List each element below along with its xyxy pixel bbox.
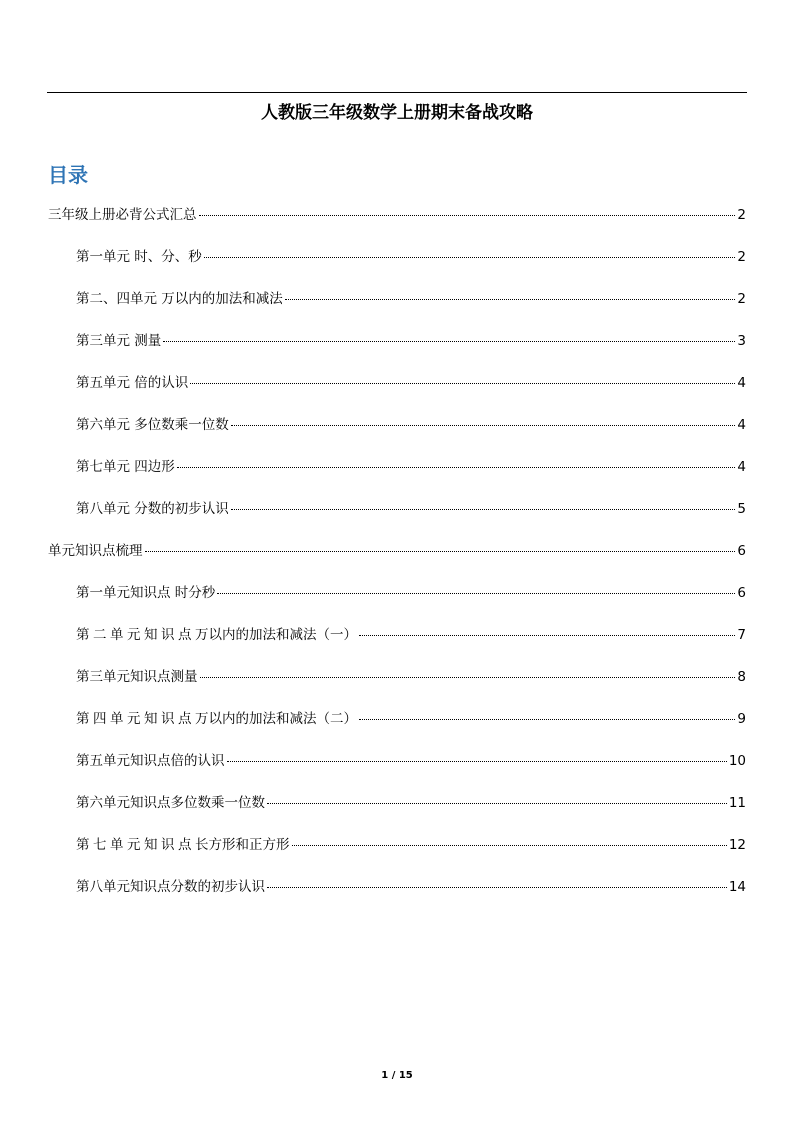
toc-entry-formula-summary[interactable] [48, 204, 746, 226]
toc-leader-dots [204, 257, 736, 258]
toc-entry-kp-unit1[interactable] [76, 582, 746, 604]
toc-entry-kp-unit7[interactable] [76, 834, 746, 856]
toc-page-number: 4 [737, 459, 746, 475]
toc-entry-label [76, 708, 357, 730]
toc-leader-dots [359, 635, 735, 636]
toc-page-number: 7 [737, 627, 746, 643]
toc-entry-unit8[interactable] [76, 498, 746, 520]
toc-page-number: 9 [737, 711, 746, 727]
toc-page-number: 4 [737, 375, 746, 391]
toc-entry-label: 三年级上册必背公式汇总 [48, 207, 197, 223]
toc-entry-kp-unit2[interactable] [76, 624, 746, 646]
toc-page-number: 8 [737, 669, 746, 685]
toc-leader-dots [267, 887, 727, 888]
toc-page-number: 4 [737, 417, 746, 433]
toc-page-number: 2 [737, 207, 746, 223]
toc-entry-kp-unit3[interactable] [76, 666, 746, 688]
toc-entry-label: 第一单元知识点 时分秒 [76, 585, 216, 601]
toc-leader-dots [145, 551, 736, 552]
toc-page-number: 5 [737, 501, 746, 517]
toc-entry-label-spaced: 第四单元知识点 [76, 711, 195, 727]
toc-page-number: 2 [737, 291, 746, 307]
toc-page-number: 14 [728, 879, 746, 895]
toc-entry-unit1[interactable] [76, 246, 746, 268]
toc-entry-label: 第六单元 多位数乘一位数 [76, 417, 229, 433]
toc-leader-dots [200, 677, 736, 678]
toc-entry-label: 第七单元 四边形 [76, 459, 175, 475]
toc-entry-unit7[interactable] [76, 456, 746, 478]
toc-entry-kp-unit6[interactable] [76, 792, 746, 814]
toc-leader-dots [177, 467, 736, 468]
toc-page-number: 12 [728, 837, 746, 853]
toc-leader-dots [285, 299, 736, 300]
toc-entry-unit2-4[interactable] [76, 288, 746, 310]
toc-leader-dots [231, 425, 736, 426]
toc-page-number: 3 [737, 333, 746, 349]
toc-entry-label: 第八单元知识点分数的初步认识 [76, 879, 265, 895]
toc-entry-label [76, 624, 357, 646]
toc-entry-label: 第六单元知识点多位数乘一位数 [76, 795, 265, 811]
toc-leader-dots [163, 341, 735, 342]
document-title: 人教版三年级数学上册期末备战攻略 [261, 103, 533, 123]
toc-entry-label-suffix: 万以内的加法和减法（一） [195, 627, 357, 643]
toc-page-number: 2 [737, 249, 746, 265]
toc-page-number: 11 [728, 795, 746, 811]
toc-leader-dots [231, 509, 736, 510]
toc-entry-label: 第一单元 时、分、秒 [76, 249, 202, 265]
toc-entry-label: 第二、四单元 万以内的加法和减法 [76, 291, 283, 307]
toc-leader-dots [217, 593, 735, 594]
page-indicator: 1 / 15 [381, 1070, 413, 1081]
toc-entry-knowledge-points[interactable] [48, 540, 746, 562]
toc-heading: 目录 [48, 163, 88, 187]
toc-entry-label [76, 834, 290, 856]
toc-entry-kp-unit8[interactable] [76, 876, 746, 898]
toc-entry-unit5[interactable] [76, 372, 746, 394]
toc-entry-label: 第五单元 倍的认识 [76, 375, 189, 391]
toc-page-number: 10 [728, 753, 746, 769]
toc-leader-dots [227, 761, 727, 762]
toc-leader-dots [292, 845, 727, 846]
toc-entry-label: 第八单元 分数的初步认识 [76, 501, 229, 517]
toc-entry-unit6[interactable] [76, 414, 746, 436]
toc-entry-label: 第五单元知识点倍的认识 [76, 753, 225, 769]
toc-entry-unit3[interactable] [76, 330, 746, 352]
toc-entry-label-suffix: 长方形和正方形 [195, 837, 290, 853]
toc-entry-label: 第三单元知识点测量 [76, 669, 198, 685]
toc-entry-label-spaced: 第七单元知识点 [76, 837, 195, 853]
toc-leader-dots [199, 215, 736, 216]
toc-entry-label-spaced: 第二单元知识点 [76, 627, 195, 643]
toc-entry-label: 第三单元 测量 [76, 333, 162, 349]
toc-page-number: 6 [737, 585, 746, 601]
toc-entry-kp-unit4[interactable] [76, 708, 746, 730]
toc-leader-dots [267, 803, 727, 804]
toc-entry-kp-unit5[interactable] [76, 750, 746, 772]
toc-leader-dots [190, 383, 735, 384]
toc-leader-dots [359, 719, 735, 720]
toc-entry-label: 单元知识点梳理 [48, 543, 143, 559]
toc-page-number: 6 [737, 543, 746, 559]
header-rule [47, 92, 747, 93]
toc-entry-label-suffix: 万以内的加法和减法（二） [195, 711, 357, 727]
